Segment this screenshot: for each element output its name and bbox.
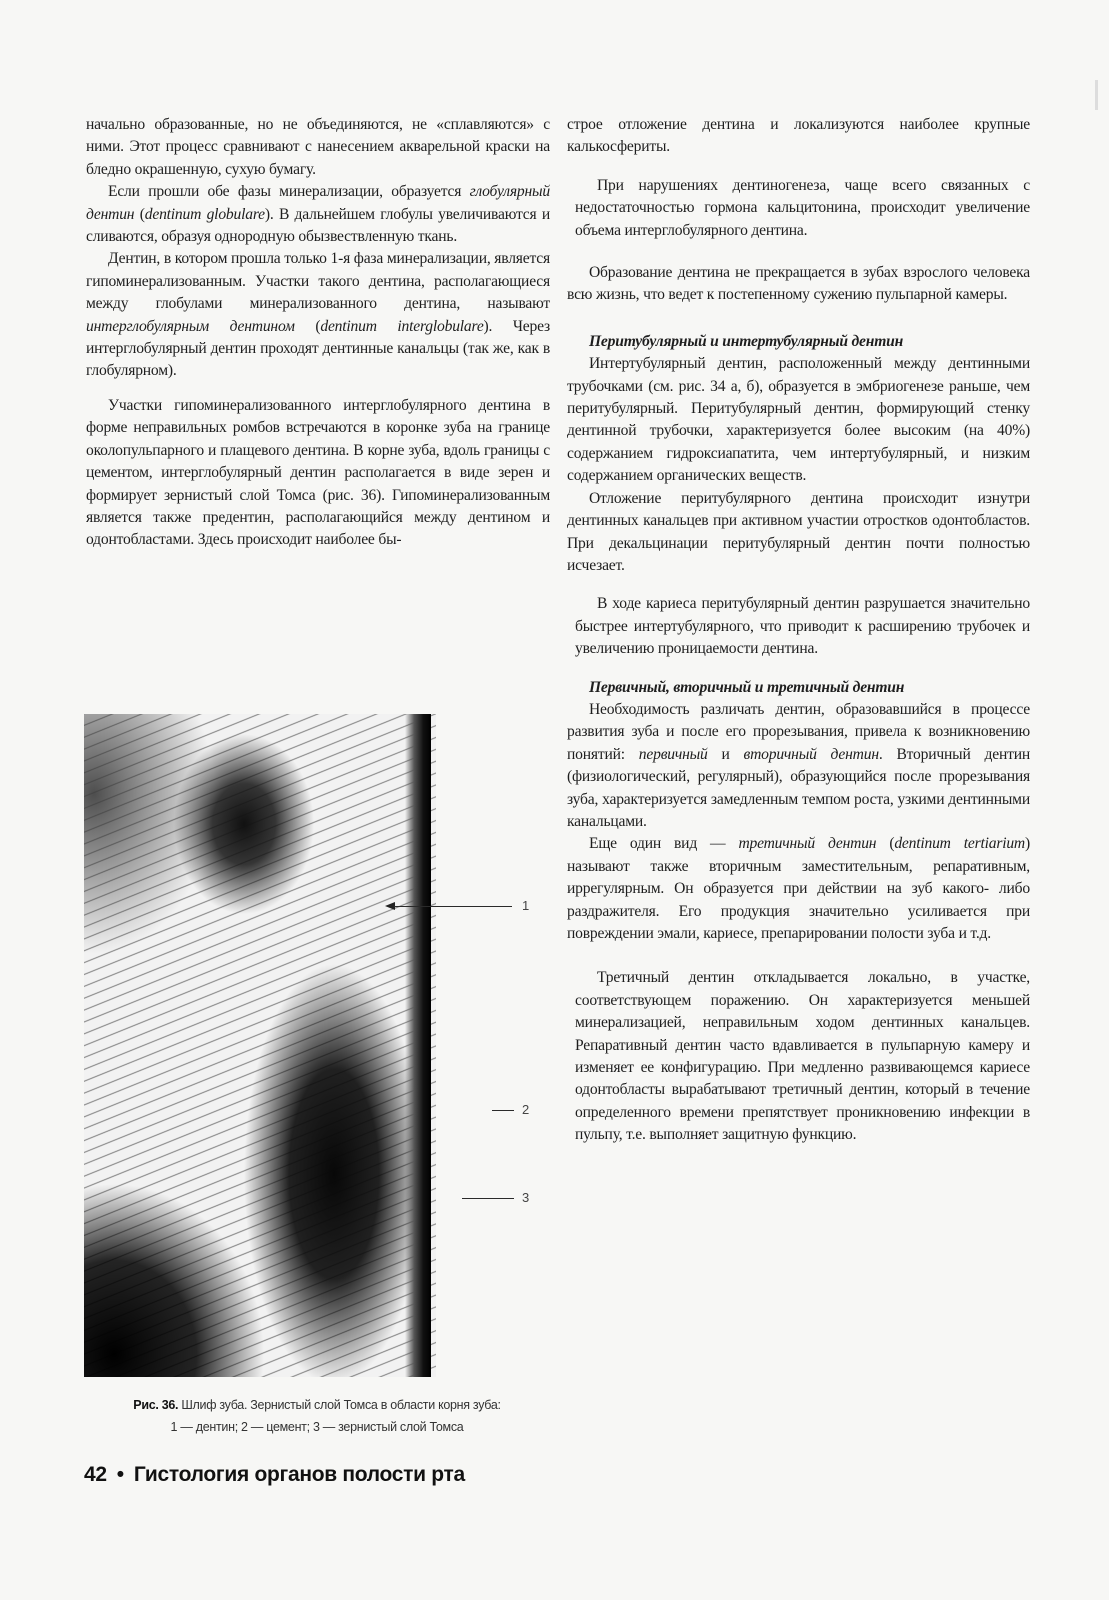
tooth-section-micrograph [84, 714, 436, 1377]
term-globular-dentin: глобулярный дентин [86, 183, 550, 223]
text: ) называют также вторичным заместительным, репаративным, иррегулярным. Он образуется при действии на зуб какого- либо раздражителя. Его продукция значительно усиливается при повреждении эмали, кариесе, препарировании полости зуба и т.д. [567, 835, 1030, 942]
term-interglobular-dentin: интерглобулярным дентином [86, 317, 295, 335]
section-heading: Перитубулярный и интертубулярный дентин [589, 332, 904, 350]
term-primary: первичный [638, 745, 708, 763]
highlight-box: В ходе кариеса перитубулярный дентин разрушается значительно быстрее интертубулярного, что приводит к расширению трубочек и увеличению проницаемости дентина. [575, 595, 1030, 658]
paragraph: Отложение перитубулярного дентина происходит изнутри дентинных канальцев при активном участии отростков одонтобластов. При декальцинации перитубулярный дентин почти полностью исчезает. [567, 489, 1030, 574]
leader-line-3 [462, 1198, 514, 1199]
paragraph [86, 248, 550, 382]
figure-label-1: 1 [522, 898, 530, 913]
paragraph [567, 833, 1030, 945]
text: . Вторичный дентин (физиологический, регулярный), образующийся после прорезывания зуба, характеризуется замедленным темпом роста, узкими дентинными канальцами. [567, 745, 1030, 830]
latin-term: dentinum globulare [144, 205, 265, 223]
text: ). В дальнейшем глобулы увеличиваются и сливаются, образуя однородную обызвествленную ткань. [86, 205, 551, 246]
scan-edge-mark [1095, 80, 1098, 110]
leader-line-1 [394, 906, 512, 907]
figure-label-2: 2 [522, 1102, 530, 1117]
left-column [86, 114, 550, 552]
paragraph: начально образованные, но не объединяются, не «сплавляются» с ними. Этот процесс сравнивают с нанесением акварельной краски на бледно окрашенную, сухую бумагу. [86, 116, 550, 178]
text: Еще один вид — [589, 835, 739, 853]
text: Если прошли обе фазы минерализации, образуется [108, 183, 470, 201]
latin-term: dentinum interglobulare [320, 317, 484, 335]
caption-legend: 1 — дентин; 2 — цемент; 3 — зернистый слой Томса [170, 1420, 464, 1434]
text: Дентин, в котором прошла только 1-я фаза минерализации, является гипоминерализованным. Участки такого дентина, располагающиеся между глобулами минерализованного дентина, называют [86, 250, 550, 313]
figure-label-3: 3 [522, 1190, 530, 1205]
section-heading: Первичный, вторичный и третичный дентин [589, 678, 905, 696]
text: ). Через интерглобулярный дентин проходят дентинные канальцы (так же, как в глобулярном). [86, 317, 550, 380]
highlight-box: Третичный дентин откладывается локально, в участке, соответствующем поражению. Он характеризуется меньшей минерализацией, неправильным ходом дентинных канальцев. Репаративный дентин часто вдавливается в пульпарную камеру и изменяет ее конфигурацию. При медленно развивающемся кариесе одонтобласты вырабатывают третичный дентин, который в течение определенного времени препятствует проникновению инфекции в пульпу, т.е. выполняет защитную функцию. [575, 969, 1030, 1144]
text: ( [876, 835, 895, 853]
text: и [707, 745, 744, 763]
figure-caption [82, 1394, 552, 1438]
paragraph: Образование дентина не прекращается в зубах взрослого человека всю жизнь, что ведет к постепенному сужению пульпарной камеры. [567, 264, 1030, 304]
text: ( [134, 205, 145, 223]
paragraph: Интертубулярный дентин, расположенный между дентинными трубочками (см. рис. 34 а, б), образуется в эмбриогенезе раньше, чем перитубулярный. Перитубулярный дентин, формирующий стенку дентинной трубочки, характеризуется более высоким (на 40%) содержанием гидроксиапатита, чем интертубулярный, и низким содержанием органических веществ. [567, 355, 1030, 485]
paragraph [86, 181, 550, 248]
term-secondary-dentin: вторичный дентин [743, 745, 879, 763]
highlight-box: При нарушениях дентиногенеза, чаще всего связанных с недостаточностью гормона кальцитонина, происходит увеличение объема интерглобулярного дентина. [575, 176, 1030, 239]
term-tertiary-dentin: третичный дентин [738, 835, 877, 853]
caption-title: Рис. 36. [133, 1398, 179, 1412]
cementum-layer [405, 714, 431, 1377]
page-footer [84, 1463, 465, 1487]
page-number: 42 [84, 1463, 107, 1486]
book-title: Гистология органов полости рта [133, 1463, 465, 1486]
right-column [567, 114, 1030, 1147]
paragraph [567, 699, 1030, 833]
paragraph: строе отложение дентина и локализуются наиболее крупные калькосфериты. [567, 116, 1030, 156]
paragraph: Участки гипоминерализованного интерглобулярного дентина в форме неправильных ромбов встречаются в коронке зуба на границе околопульпарного и плащевого дентина. В корне зуба, вдоль границы с цементом, интерглобулярный дентин располагается в виде зерен и формирует зернистый слой Томса (рис. 36). Гипоминерализованным является также предентин, располагающийся между дентином и одонтобластами. Здесь происходит наиболее бы- [86, 396, 550, 549]
text: Необходимость различать дентин, образовавшийся в процессе развития зуба и после его прорезывания, привела к возникновению понятий: [567, 700, 1030, 763]
text: ( [294, 317, 321, 335]
caption-text: Шлиф зуба. Зернистый слой Томса в области корня зуба: [178, 1398, 501, 1412]
leader-line-2 [492, 1110, 514, 1111]
bullet-icon: • [116, 1463, 124, 1486]
latin-term: dentinum tertiarium [894, 835, 1025, 853]
